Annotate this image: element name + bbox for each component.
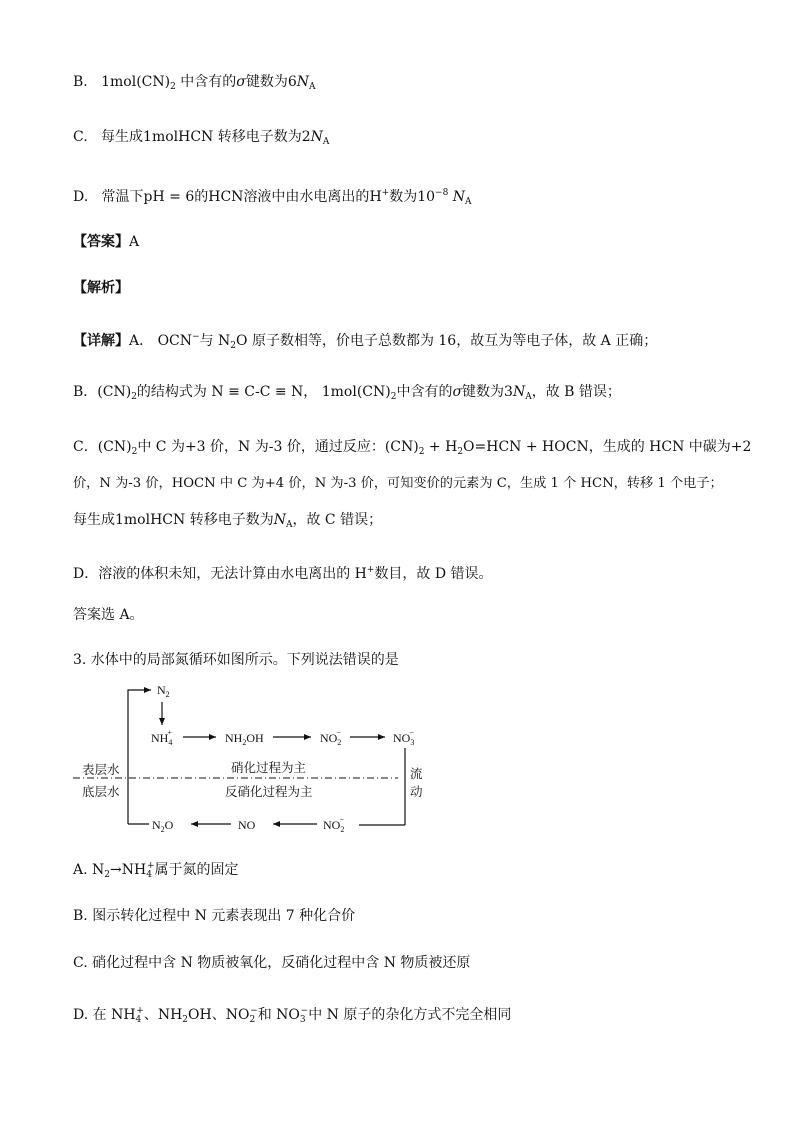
subscript: 2 [230, 341, 237, 351]
subscript: 2 [418, 447, 425, 457]
sigma-symbol: σ [236, 74, 246, 90]
text: D．溶液的体积未知，无法计算由水电离出的 H [73, 566, 367, 582]
text: 原子数相等，价电子总数都为 16，故互为等电子体，故 A 正确； [251, 333, 658, 349]
text: 3. 水体中的局部氮循环如图所示。下列说法错误的是 [73, 652, 399, 668]
nitrogen-cycle-diagram [73, 680, 433, 835]
text: 溶液中由水电离出的 [243, 189, 370, 205]
text: A． [129, 333, 154, 349]
ph-value: pH = 6 [143, 189, 195, 205]
subscript: A [322, 137, 330, 147]
text: 价，N 为-3 价，HOCN 中 C 为+4 价，N 为-3 价，可知变价的元素为 C，生成 1 个 HCN，转移 1 个电子； [73, 476, 723, 491]
q3-option-c [73, 953, 470, 973]
detail-d-line [73, 560, 493, 584]
text: B. 图示转化过程中 N 元素表现出 7 种化合价 [73, 908, 356, 924]
no-label: NO [238, 818, 256, 832]
q3-option-a [73, 856, 238, 885]
subscript: 2 [170, 82, 176, 92]
text: D. 在 NH [73, 1007, 136, 1023]
question-3-stem [73, 650, 399, 670]
text: 键数为 [245, 74, 288, 90]
nh2oh-label: $NH_2OH$ [225, 731, 264, 747]
number: 3 [504, 384, 513, 400]
text: 中含有的 [180, 74, 237, 90]
analysis-tag: 【解析】 [73, 280, 129, 296]
text: 数目，故 D 错误。 [374, 566, 493, 582]
text: 中 N 原子的杂化方式不完全相同 [308, 1007, 512, 1023]
conclusion-line [73, 605, 144, 625]
flow-label-2: 动 [410, 784, 423, 799]
reaction: O=HCN + HOCN [463, 439, 589, 455]
subscript: 2 [131, 392, 137, 402]
superscript: − [300, 1006, 309, 1016]
nitrification-label: 硝化过程为主 [231, 760, 307, 775]
subscript: 4 [146, 870, 152, 880]
formula: HCN [208, 189, 244, 205]
q3-option-d [73, 1001, 511, 1030]
detail-c-line-3 [73, 510, 382, 535]
structure-formula: N ≡ C-C ≡ N [211, 384, 304, 400]
flow-label-1: 流 [410, 766, 423, 781]
analysis-line [73, 278, 129, 298]
text: C. 硝化过程中含 N 物质被氧化，反硝化过程中含 N 物质被还原 [73, 955, 471, 971]
text: 常温下 [101, 189, 144, 205]
bottom-water-label: 底层水 [82, 784, 120, 799]
number: 10 [417, 189, 436, 205]
formula: OCN [157, 333, 193, 349]
nh4-label: $NH_4+$ [151, 728, 173, 747]
amount: 1mol [321, 384, 357, 400]
text: 数为 [389, 189, 418, 205]
formula: (CN) [384, 439, 419, 455]
formula: O [236, 333, 248, 349]
surface-water-label: 表层水 [82, 762, 120, 777]
subscript: A [309, 82, 316, 92]
ion: H [369, 189, 382, 205]
number: 2 [301, 129, 311, 145]
subscript: 3 [299, 1015, 306, 1025]
text: A. N [73, 862, 105, 878]
reaction: + H [428, 439, 458, 455]
detail-b-line [73, 382, 621, 407]
answer-tag: 【答案】 [73, 234, 129, 250]
option-c-prev [73, 127, 329, 152]
answer-line [73, 232, 139, 252]
no3-label: $NO_3-$ [393, 728, 415, 747]
subscript: A [285, 520, 293, 530]
option-b-prev [73, 72, 316, 97]
superscript: − [250, 1006, 258, 1016]
text: 答案选 A。 [73, 607, 144, 623]
superscript: + [381, 188, 390, 198]
option-label: C. [73, 129, 88, 145]
text: 中 C 为+3 价，N 为-3 价，通过反应： [137, 439, 385, 455]
no2-bottom-label: $NO_2-$ [323, 815, 345, 834]
number: 6 [287, 74, 297, 90]
formula: (CN) [356, 384, 391, 400]
subscript: 2 [390, 392, 397, 402]
option-label: B. [73, 74, 88, 90]
subscript: 2 [104, 870, 110, 880]
text: ，故 C 错误； [292, 512, 383, 528]
sigma-symbol: σ [452, 384, 463, 400]
text: 的 [194, 189, 209, 205]
text: 与 [199, 333, 214, 349]
q3-option-b [73, 906, 355, 926]
text: C． [73, 439, 98, 455]
superscript: − [192, 332, 200, 342]
avogadro-symbol: N [512, 384, 526, 400]
text: 的结构式为 [136, 384, 207, 400]
option-d-prev [73, 183, 472, 212]
subscript: 4 [135, 1015, 142, 1025]
detail-c-line-2 [73, 474, 723, 494]
n2o-label: $N_2O$ [152, 818, 174, 834]
amount: 1mol [101, 74, 137, 90]
subscript: 2 [131, 447, 138, 457]
subscript: 2 [249, 1015, 256, 1025]
text: →NH [110, 862, 147, 878]
superscript: + [136, 1006, 144, 1016]
text: 属于氮的固定 [154, 862, 239, 878]
text: 每生成1molHCN 转移电子数为 [101, 129, 302, 145]
formula: (CN) [136, 74, 171, 90]
option-label: D. [73, 189, 89, 205]
no2-top-label: $NO_2-$ [320, 728, 342, 747]
text: 、NH [143, 1007, 183, 1023]
avogadro-symbol: N [452, 189, 466, 205]
avogadro-symbol: N [310, 129, 323, 145]
subscript: A [465, 197, 472, 207]
avogadro-symbol: N [296, 74, 310, 90]
superscript: + [146, 861, 155, 871]
subscript: 2 [457, 447, 464, 457]
formula: N [218, 333, 231, 349]
text: 键数为 [462, 384, 505, 400]
text: OH、NO [188, 1007, 250, 1023]
superscript: −8 [435, 188, 449, 198]
text: ，故 B 错误； [531, 384, 621, 400]
detail-tag: 【详解】 [73, 333, 129, 349]
avogadro-symbol: N [273, 512, 286, 528]
return-path-line [128, 690, 151, 824]
denitrification-label: 反硝化过程为主 [225, 784, 313, 799]
formula: (CN) [97, 439, 132, 455]
detail-a-line [73, 327, 657, 356]
superscript: + [366, 565, 375, 575]
subscript: 2 [182, 1015, 189, 1025]
text: 每生成1molHCN 转移电子数为 [73, 512, 274, 528]
text: ，生成的 HCN 中碳为+2 [588, 439, 752, 455]
formula: (CN) [97, 384, 132, 400]
text: B． [73, 384, 98, 400]
text: ， [303, 384, 318, 400]
answer-value: A [129, 234, 140, 250]
subscript: A [525, 392, 532, 402]
text: 和 NO [257, 1007, 300, 1023]
text: 中含有的 [396, 384, 453, 400]
detail-c-line-1 [73, 437, 751, 462]
n2-label: $N_2$ [157, 683, 170, 699]
